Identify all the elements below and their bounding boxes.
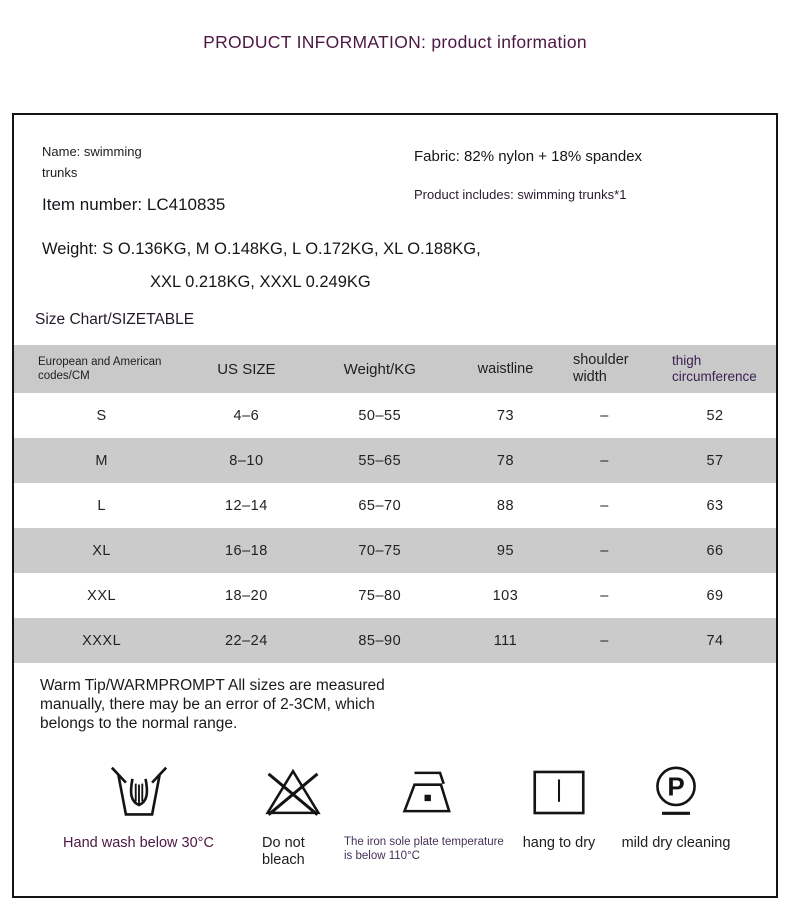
product-name: Name: swimming trunks	[42, 144, 142, 180]
table-cell: 74	[706, 632, 724, 649]
table-row	[14, 483, 776, 528]
table-cell: 69	[706, 587, 724, 604]
table-cell: 95	[496, 542, 515, 559]
table-cell: L	[97, 497, 106, 514]
product-summary-left	[42, 141, 414, 215]
care-label: Do not bleach	[262, 835, 305, 868]
mild-dry-clean-icon	[611, 761, 741, 823]
product-summary	[14, 115, 776, 215]
iron-low-temp-icon	[344, 761, 509, 823]
table-cell: –	[600, 407, 609, 424]
weight-line-1: Weight: S O.136KG, M O.148KG, L O.172KG, XL O.188KG,	[42, 240, 481, 258]
table-cell: 52	[706, 407, 724, 424]
care-instructions	[14, 761, 776, 881]
weight-line-2: XXL 0.218KG, XXXL 0.249KG	[150, 273, 371, 291]
do-not-bleach-icon	[262, 761, 347, 823]
table-cell: 18–20	[224, 587, 268, 604]
column-header-thigh-circumference: thigh circumference	[672, 353, 757, 384]
table-header-row	[14, 345, 776, 393]
table-header	[14, 345, 776, 393]
table-cell: 8–10	[229, 452, 264, 469]
column-header-us-size: US SIZE	[217, 360, 276, 378]
table-cell: 22–24	[224, 632, 268, 649]
column-header-weight: Weight/KG	[343, 360, 416, 378]
svg-text:P: P	[667, 771, 685, 802]
table-cell: 16–18	[224, 542, 268, 559]
table-cell: 65–70	[358, 497, 402, 514]
care-item-iron-low	[344, 761, 509, 863]
product-info-panel	[12, 113, 778, 898]
table-cell: 73	[496, 407, 515, 424]
care-item-hand-wash	[31, 761, 246, 851]
table-cell: 4–6	[233, 407, 260, 424]
table-row	[14, 393, 776, 438]
table-cell: 103	[492, 587, 519, 604]
table-cell: 88	[496, 497, 515, 514]
size-chart-heading: Size Chart/SIZETABLE	[35, 311, 195, 328]
table-cell: XXL	[87, 587, 117, 604]
column-header-eu-codes: European and American codes/CM	[38, 356, 162, 382]
table-cell: –	[600, 542, 609, 559]
size-chart-table	[14, 345, 776, 663]
warm-tip-note: Warm Tip/WARMPROMPT All sizes are measured manually, there may be an error of 2-3CM, which belongs to the normal range.	[40, 677, 385, 732]
table-cell: 63	[706, 497, 724, 514]
table-cell: –	[600, 497, 609, 514]
care-item-do-not-bleach	[262, 761, 347, 869]
table-cell: 111	[493, 632, 518, 649]
table-cell: XXXL	[82, 632, 122, 649]
weight-info	[42, 233, 776, 299]
table-row	[14, 573, 776, 618]
page-title: PRODUCT INFORMATION: product information	[203, 32, 587, 52]
table-cell: 78	[496, 452, 515, 469]
table-cell: –	[600, 587, 609, 604]
hand-wash-icon	[31, 761, 246, 823]
care-item-mild-dry-clean	[611, 761, 741, 851]
table-cell: –	[600, 632, 609, 649]
care-label: mild dry cleaning	[621, 835, 731, 851]
table-cell: S	[96, 407, 107, 424]
hang-to-dry-icon	[509, 761, 609, 823]
care-item-hang-dry	[509, 761, 609, 851]
table-row	[14, 438, 776, 483]
column-header-shoulder-width: shoulder width	[572, 352, 629, 385]
care-label: Hand wash below 30°C	[63, 835, 214, 851]
table-row	[14, 618, 776, 663]
table-cell: M	[95, 452, 108, 469]
table-row	[14, 528, 776, 573]
table-cell: 75–80	[358, 587, 402, 604]
care-label: The iron sole plate temperature is below 110°C	[344, 836, 504, 862]
table-cell: XL	[92, 542, 111, 559]
table-cell: 66	[706, 542, 724, 559]
table-body	[14, 393, 776, 663]
table-cell: 57	[706, 452, 724, 469]
column-header-waistline: waistline	[477, 361, 534, 377]
product-includes: Product includes: swimming trunks*1	[414, 187, 627, 202]
table-cell: 85–90	[358, 632, 402, 649]
table-cell: 55–65	[358, 452, 402, 469]
care-label: hang to dry	[522, 835, 596, 851]
table-cell: –	[600, 452, 609, 469]
fabric-composition: Fabric: 82% nylon + 18% spandex	[414, 148, 643, 165]
item-number: Item number: LC410835	[42, 195, 226, 214]
product-summary-right	[414, 141, 750, 215]
table-cell: 70–75	[358, 542, 402, 559]
table-cell: 50–55	[358, 407, 402, 424]
table-cell: 12–14	[224, 497, 268, 514]
